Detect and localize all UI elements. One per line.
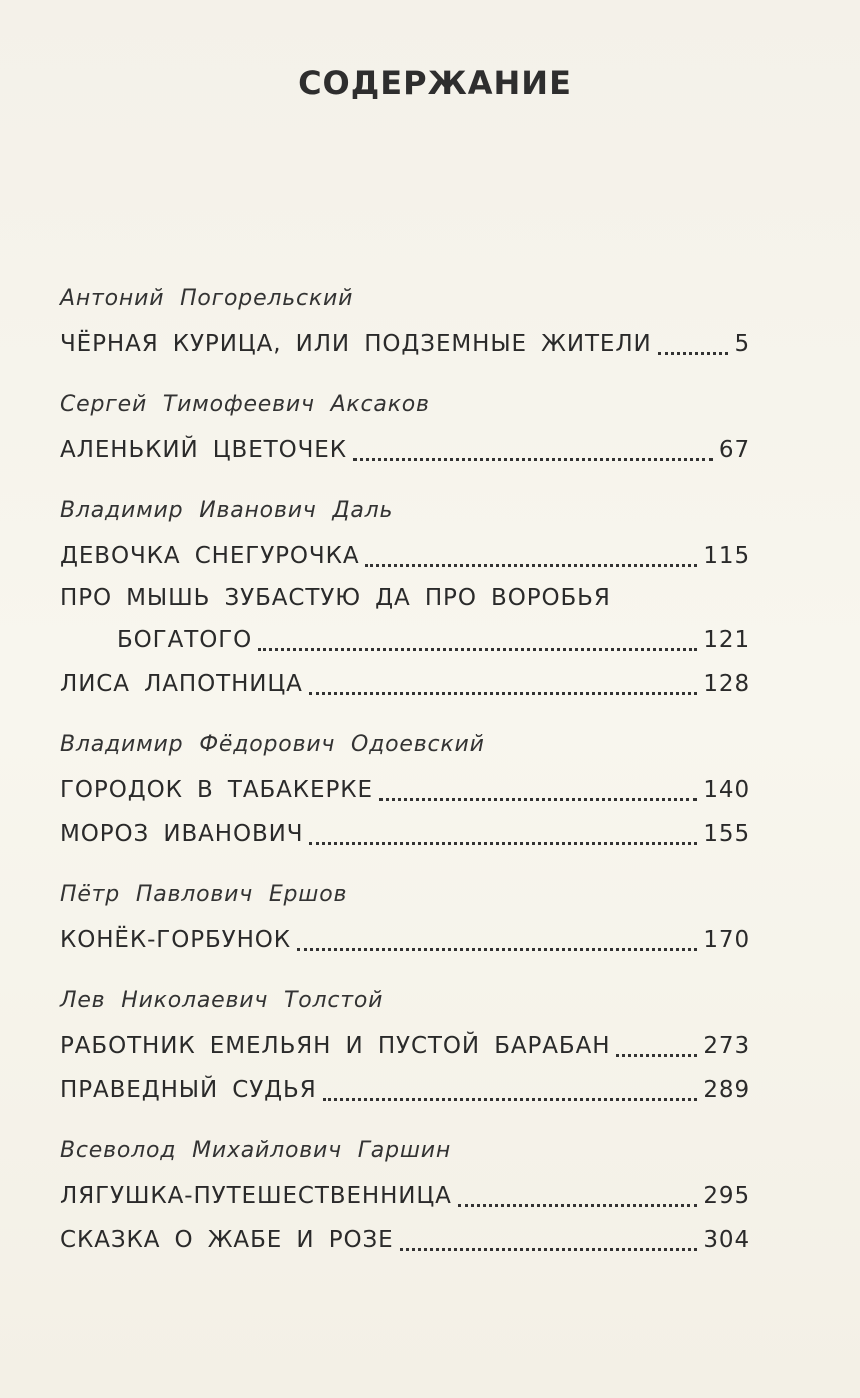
- table-of-contents: [60, 276, 750, 1278]
- toc-entry: [60, 1174, 750, 1218]
- leader-dots: [400, 1248, 698, 1251]
- toc-entry: [60, 534, 750, 578]
- page-number: 289: [703, 1077, 750, 1103]
- page-number: 155: [703, 821, 750, 847]
- page-number: 304: [703, 1227, 750, 1253]
- toc-entry: [60, 322, 750, 366]
- page-number: 128: [703, 671, 750, 697]
- author-section: [60, 722, 750, 856]
- page-number: 5: [734, 331, 750, 357]
- toc-entry: [60, 812, 750, 856]
- leader-dots: [323, 1098, 698, 1101]
- author-section: [60, 872, 750, 962]
- author-name: Лев Николаевич Толстой: [60, 988, 384, 1013]
- toc-entry: [60, 918, 750, 962]
- page-number: 273: [703, 1033, 750, 1059]
- page-number: 121: [703, 627, 750, 653]
- page-number: 170: [703, 927, 750, 953]
- story-title: ГОРОДОК В ТАБАКЕРКЕ: [60, 777, 373, 803]
- author-section: [60, 488, 750, 706]
- leader-dots: [258, 648, 697, 651]
- story-title: ЧЁРНАЯ КУРИЦА, ИЛИ ПОДЗЕМНЫЕ ЖИТЕЛИ: [60, 331, 652, 357]
- author-section: [60, 382, 750, 472]
- leader-dots: [658, 352, 729, 355]
- page-title: СОДЕРЖАНИЕ: [298, 64, 572, 102]
- author-name: Антоний Погорельский: [60, 286, 354, 311]
- leader-dots: [309, 692, 698, 695]
- leader-dots: [353, 458, 713, 461]
- page-number: 115: [703, 543, 750, 569]
- page-number: 140: [703, 777, 750, 803]
- author-section: [60, 276, 750, 366]
- story-title: МОРОЗ ИВАНОВИЧ: [60, 821, 304, 847]
- story-title: АЛЕНЬКИЙ ЦВЕТОЧЕК: [60, 437, 347, 463]
- story-title: ЛИСА ЛАПОТНИЦА: [60, 671, 303, 697]
- story-title: СКАЗКА О ЖАБЕ И РОЗЕ: [60, 1227, 394, 1253]
- leader-dots: [297, 948, 697, 951]
- author-section: [60, 1128, 750, 1262]
- author-name: Сергей Тимофеевич Аксаков: [60, 392, 430, 417]
- author-name: Пётр Павлович Ершов: [60, 882, 348, 907]
- toc-entry: [60, 618, 750, 662]
- author-name: Владимир Иванович Даль: [60, 498, 394, 523]
- author-name: Владимир Фёдорович Одоевский: [60, 732, 485, 757]
- story-title: ЛЯГУШКА-ПУТЕШЕСТВЕННИЦА: [60, 1183, 452, 1209]
- toc-entry: [60, 1068, 750, 1112]
- leader-dots: [616, 1054, 697, 1057]
- story-title: РАБОТНИК ЕМЕЛЬЯН И ПУСТОЙ БАРАБАН: [60, 1033, 611, 1059]
- story-title: КОНЁК-ГОРБУНОК: [60, 927, 292, 953]
- story-title: ДЕВОЧКА СНЕГУРОЧКА: [60, 543, 360, 569]
- leader-dots: [309, 842, 697, 845]
- toc-entry: [60, 1024, 750, 1068]
- toc-entry: [60, 768, 750, 812]
- toc-entry: [60, 428, 750, 472]
- toc-entry: [60, 662, 750, 706]
- toc-entry: [60, 1218, 750, 1262]
- leader-dots: [379, 798, 697, 801]
- story-title-line2: БОГАТОГО: [117, 627, 253, 653]
- author-name: Всеволод Михайлович Гаршин: [60, 1138, 452, 1163]
- page-number: 295: [703, 1183, 750, 1209]
- story-title-line1: ПРО МЫШЬ ЗУБАСТУЮ ДА ПРО ВОРОБЬЯ: [60, 585, 611, 611]
- leader-dots: [365, 564, 697, 567]
- page-number: 67: [718, 437, 750, 463]
- author-section: [60, 978, 750, 1112]
- leader-dots: [458, 1204, 698, 1207]
- story-title: ПРАВЕДНЫЙ СУДЬЯ: [60, 1077, 317, 1103]
